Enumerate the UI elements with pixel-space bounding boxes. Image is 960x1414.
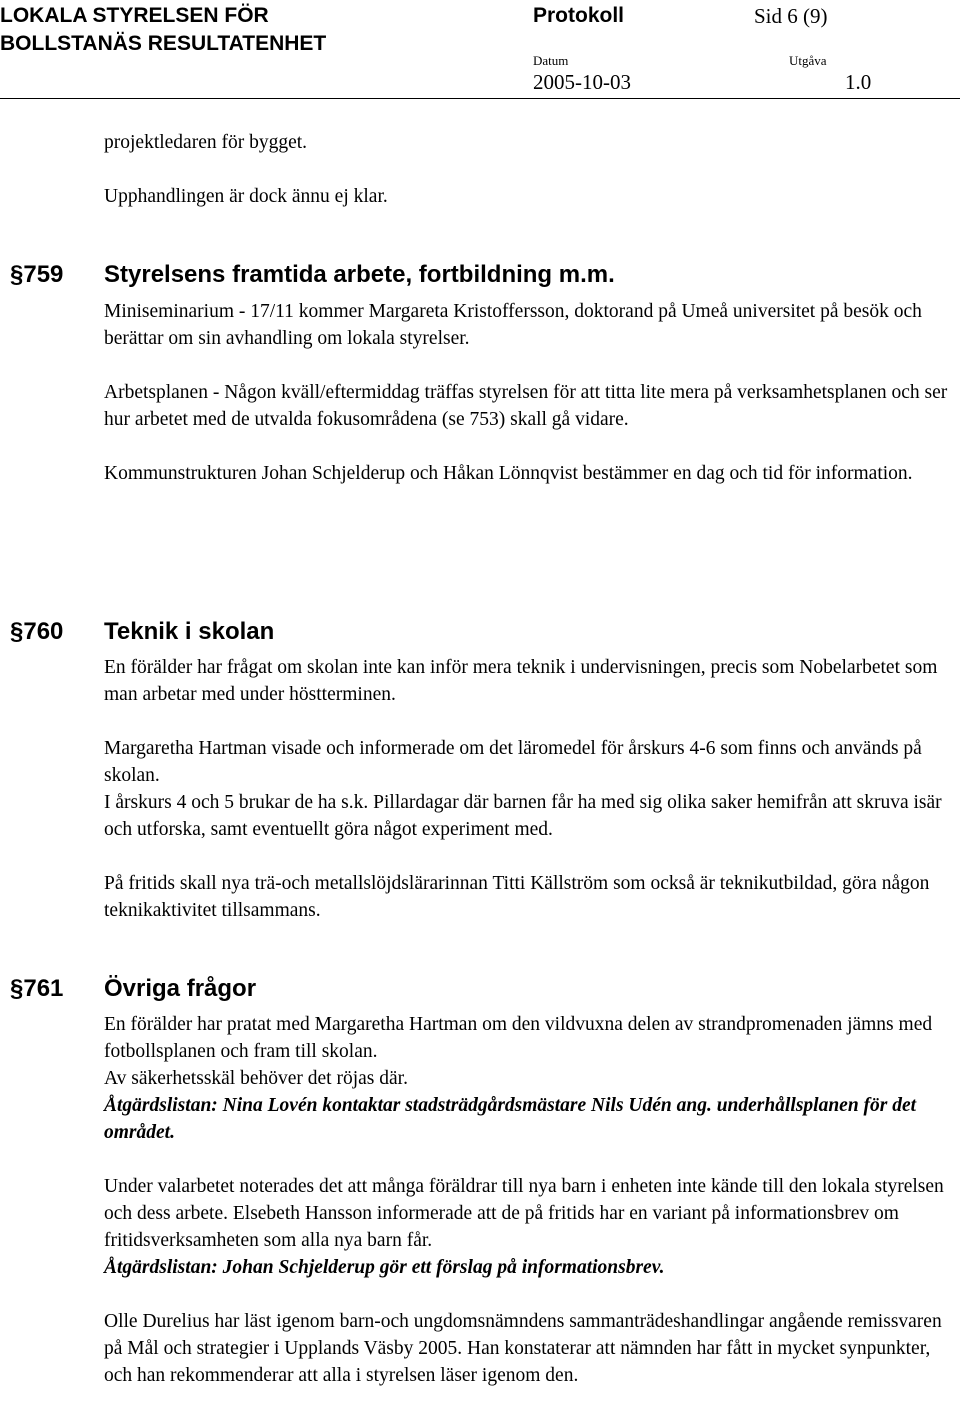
version-label: Utgåva [789,53,827,68]
section-759-p2: Arbetsplanen - Någon kväll/eftermiddag träffas styrelsen för att titta lite mera på verksamhetsplanen och ser hur arbetet med de utvalda fokusområdena (se 753) skall gå vidare. [104,382,948,430]
section-760-p1: En förälder har frågat om skolan inte kan inför mera teknik i undervisningen, precis som Nobelarbetet som man arbetar med under höstterminen. [104,657,938,705]
section-760-number-text: 760 [23,618,64,645]
section-761-title: Övriga frågor [104,975,257,1002]
intro-line-2: Upphandlingen är dock ännu ej klar. [104,186,388,207]
section-759-p3: Kommunstrukturen Johan Schjelderup och Håkan Lönnqvist bestämmer en dag och tid för information. [104,463,913,484]
page-number: Sid 6 (9) [754,4,828,28]
section-761-action-1: Åtgärdslistan: Nina Lovén kontaktar stadsträdgårdsmästare Nils Udén ang. underhållsplanen för det området. [104,1095,917,1143]
section-760-p4: På fritids skall nya trä-och metallslöjdslärarinnan Titti Källström som också är teknikutbildad, göra någon teknikaktivitet tillsammans. [104,873,930,921]
date-label: Datum [533,53,569,68]
section-761-number-text: 761 [23,975,64,1002]
section-761-number: §761 [10,975,64,1002]
section-759-p1: Miniseminarium - 17/11 kommer Margareta Kristoffersson, doktorand på Umeå universitet på besök och berättar om sin avhandling om lokala styrelser. [104,301,922,349]
section-761-p3: Under valarbetet noterades det att många föräldrar till nya barn i enheten inte kände till den lokala styrelsen och dess arbete. Elsebeth Hansson informerade att de på fritids har en variant på informationsbrev om fritidsverksamheten som alla nya barn får. [104,1176,944,1251]
version-value: 1.0 [845,70,872,94]
section-759-number: §759 [10,261,64,288]
section-761-action-2: Åtgärdslistan: Johan Schjelderup gör ett förslag på informationsbrev. [104,1257,665,1278]
section-760-number: §760 [10,618,64,645]
org-name-line2: BOLLSTANÄS RESULTATENHET [0,32,327,55]
section-760-p2: Margaretha Hartman visade och informerade om det läromedel för årskurs 4-6 som finns och används på skolan. [104,738,922,786]
intro-line-1: projektledaren för bygget. [104,132,308,153]
section-759-number-text: 759 [23,261,64,288]
section-760-body [104,654,960,924]
header-rule [0,98,960,99]
org-name-line1: LOKALA STYRELSEN FÖR [0,4,269,27]
section-759-title: Styrelsens framtida arbete, fortbildning m.m. [104,261,615,288]
section-761-p4: Olle Durelius har läst igenom barn-och ungdomsnämndens sammanträdeshandlingar angående remissvaren på Mål och strategier i Upplands Väsby 2005. Han konstaterar att nämnden har fått in mycket synpunkter, och han rekommenderar att alla i styrelsen läser igenom den. [104,1311,942,1386]
section-760-title: Teknik i skolan [104,618,275,645]
section-761-p2: Av säkerhetsskäl behöver det röjas där. [104,1068,408,1089]
section-760-p3: I årskurs 4 och 5 brukar de ha s.k. Pillardagar där barnen får ha med sig olika saker hemifrån att skruva isär och utforska, samt eventuellt göra något experiment med. [104,792,942,840]
doc-type: Protokoll [533,4,625,27]
date-value: 2005-10-03 [533,70,631,94]
section-761-body [104,1011,960,1389]
section-759-body [104,298,960,487]
section-761-p1: En förälder har pratat med Margaretha Hartman om den vildvuxna delen av strandpromenaden jämns med fotbollsplanen och fram till skolan. [104,1014,933,1062]
